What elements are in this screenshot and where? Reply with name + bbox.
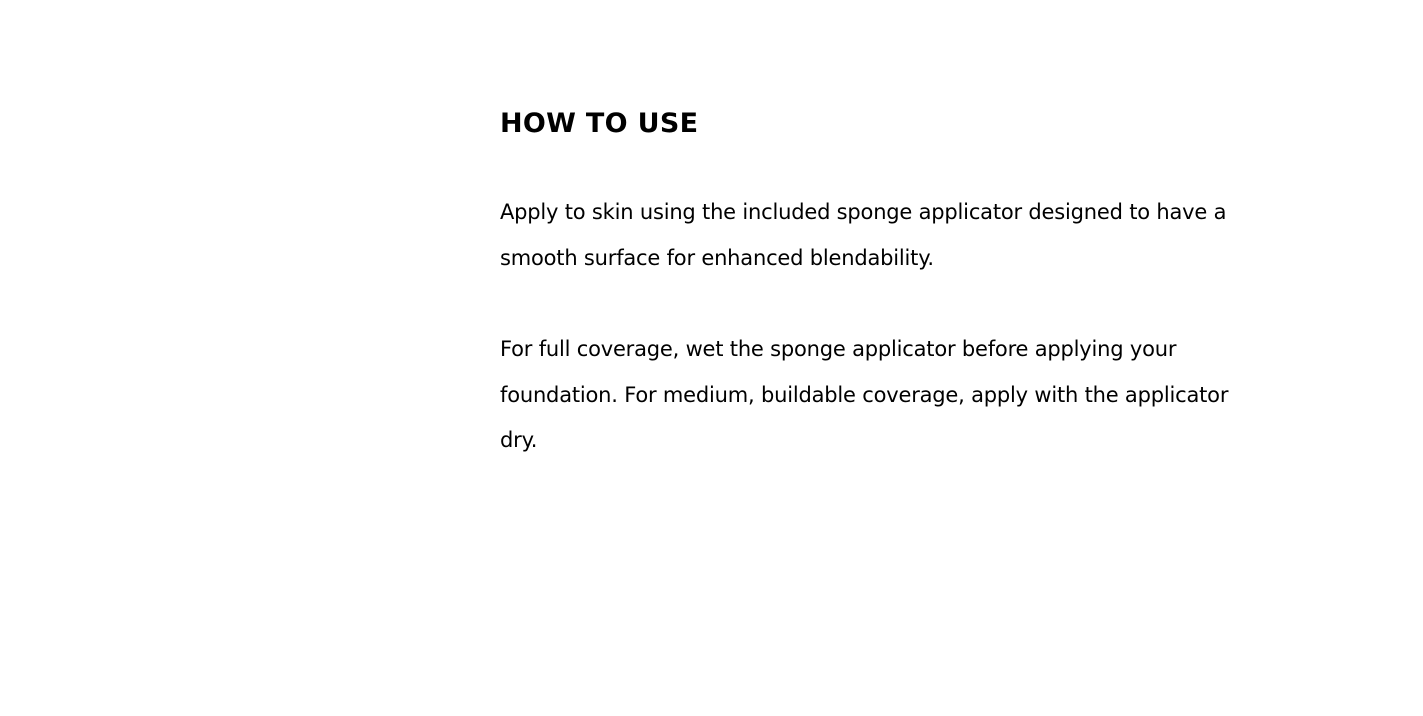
usage-paragraph-2: For full coverage, wet the sponge applicator before applying your foundation. For medium, buildable coverage, apply with the applicator dry. bbox=[500, 337, 1229, 452]
usage-paragraph-1: Apply to skin using the included sponge applicator designed to have a smooth surface for enhanced blendability. bbox=[500, 200, 1227, 270]
section-title: HOW TO USE bbox=[500, 108, 699, 139]
how-to-use-section bbox=[500, 106, 1270, 464]
